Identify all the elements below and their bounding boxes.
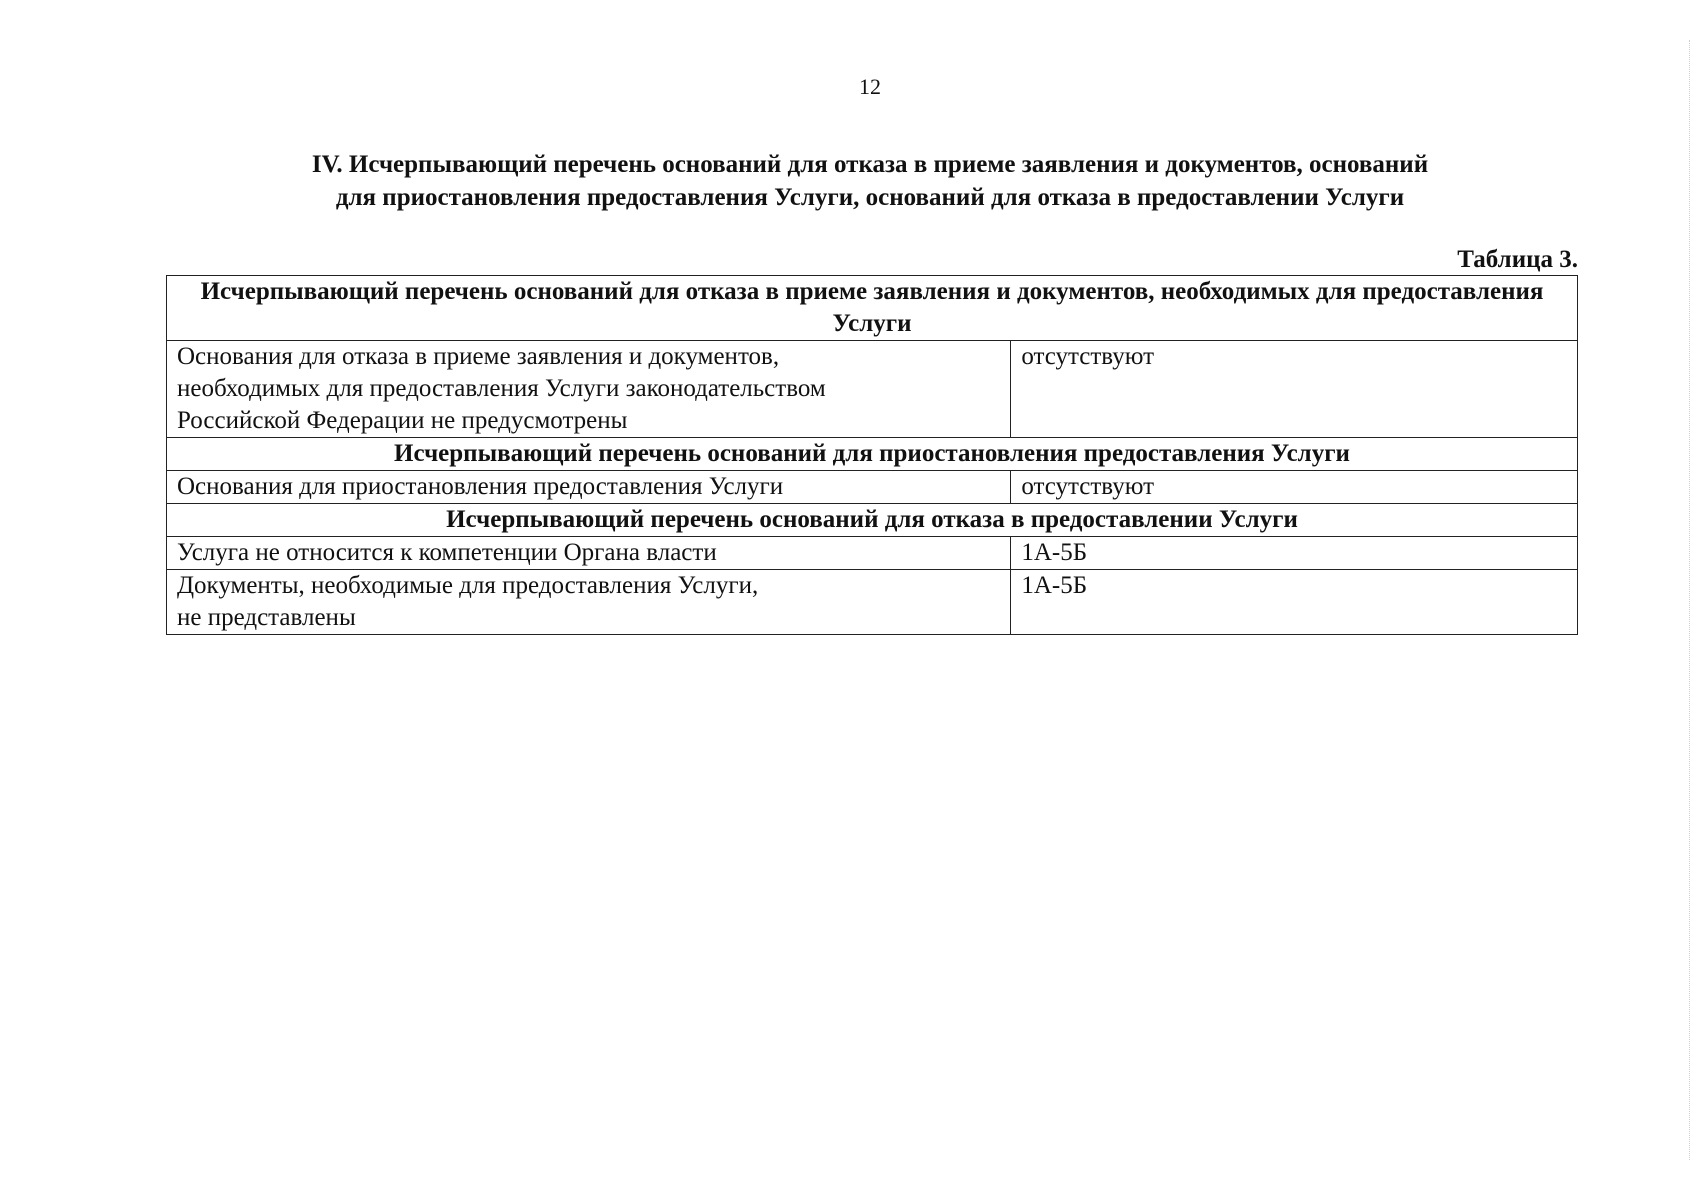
- value-cell: отсутствуют: [1011, 341, 1578, 438]
- group-header-refusal-provision: Исчерпывающий перечень оснований для отказа в предоставлении Услуги: [167, 504, 1578, 537]
- table-row: [167, 471, 1578, 504]
- value-cell: 1А-5Б: [1011, 537, 1578, 570]
- reason-line: Российской Федерации не предусмотрены: [177, 407, 628, 434]
- table-group-header-row: [167, 276, 1578, 341]
- table-group-header-row: [167, 504, 1578, 537]
- reason-cell: [167, 570, 1011, 635]
- grounds-table: [166, 275, 1578, 635]
- scan-edge-dots: [1688, 40, 1690, 1160]
- value-cell: отсутствуют: [1011, 471, 1578, 504]
- section-title-line: для приостановления предоставления Услуги, оснований для отказа в предоставлении Услуги: [335, 184, 1405, 211]
- value-cell: 1А-5Б: [1011, 570, 1578, 635]
- section-title-line: IV. Исчерпывающий перечень оснований для отказа в приеме заявления и документов, оснований: [311, 151, 1429, 178]
- reason-cell: [167, 537, 1011, 570]
- reason-line: Документы, необходимые для предоставления Услуги,: [177, 572, 759, 599]
- page-number: 12: [859, 74, 881, 99]
- group-header-refusal-acceptance: Исчерпывающий перечень оснований для отказа в приеме заявления и документов, необходимых для предоставления Услуги: [167, 276, 1578, 341]
- table-group-header-row: [167, 438, 1578, 471]
- reason-line: не представлены: [177, 604, 356, 631]
- reason-line: Услуга не относится к компетенции Органа власти: [177, 539, 717, 566]
- reason-line: необходимых для предоставления Услуги законодательством: [177, 375, 826, 402]
- table-row: [167, 537, 1578, 570]
- reason-cell: [167, 471, 1011, 504]
- reason-cell: [167, 341, 1011, 438]
- table-caption: Таблица 3.: [1457, 246, 1578, 273]
- section-title: [180, 148, 1560, 214]
- table-row: [167, 341, 1578, 438]
- reason-line: Основания для отказа в приеме заявления и документов,: [177, 343, 780, 370]
- table-row: [167, 570, 1578, 635]
- reason-line: Основания для приостановления предоставления Услуги: [177, 473, 784, 500]
- group-header-suspension: Исчерпывающий перечень оснований для приостановления предоставления Услуги: [167, 438, 1578, 471]
